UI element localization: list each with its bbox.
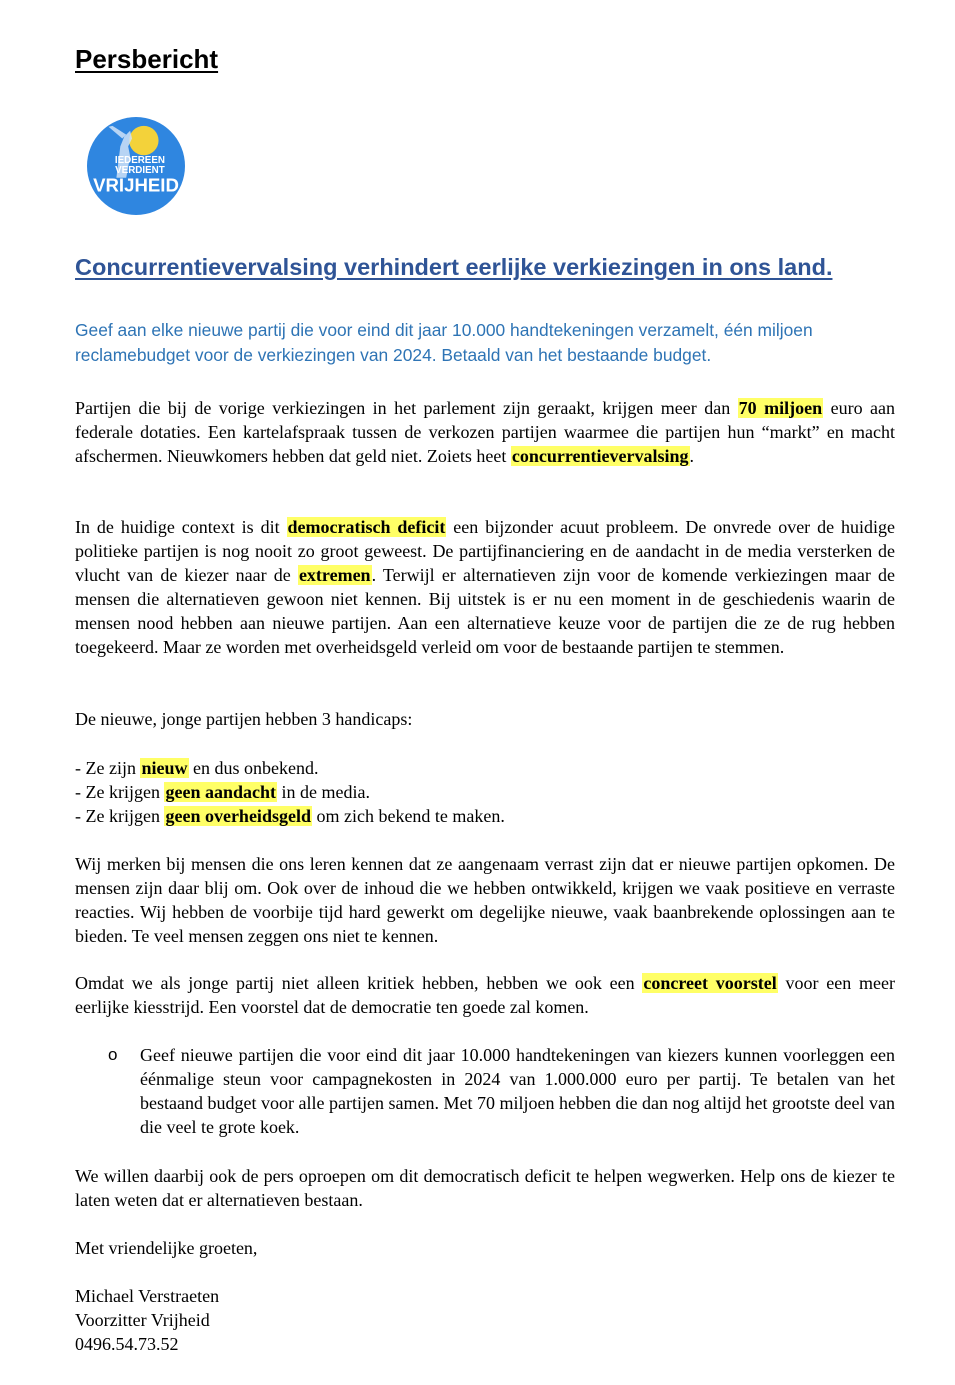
signature-name: Michael Verstraeten	[75, 1286, 220, 1306]
headline: Concurrentievervalsing verhindert eerlijke verkiezingen in ons land.	[75, 254, 833, 280]
highlight-geen-aandacht: geen aandacht	[165, 782, 276, 802]
highlight-70-miljoen: 70 miljoen	[738, 398, 823, 418]
highlight-extremen: extremen	[298, 565, 371, 585]
paragraph-democratic-deficit	[75, 515, 895, 659]
handicap-item-post: in de media.	[276, 782, 370, 802]
closing-greeting: Met vriendelijke groeten,	[75, 1238, 258, 1258]
paragraph-party-funding	[75, 396, 895, 468]
handicap-item-post: om zich bekend te maken.	[311, 806, 505, 826]
p1-text-2: euro aan federale dotaties. Een kartelafspraak tussen de verkozen partijen waarmee die partijen hun “markt” en macht afschermen. Nieuwkomers hebben dat geld niet. Zoiets heet	[75, 398, 896, 466]
paragraph-proposal	[75, 971, 895, 1019]
p5-text-2: voor een meer eerlijke kiesstrijd. Een voorstel dat de democratie ten goede zal komen.	[75, 973, 896, 1017]
logo-text-line2: VERDIENT	[115, 164, 165, 176]
highlight-geen-overheidsgeld: geen overheidsgeld	[165, 806, 311, 826]
handicap-item	[75, 804, 895, 828]
paragraph-handicaps-intro: De nieuwe, jonge partijen hebben 3 handicaps:	[75, 709, 413, 729]
bullet-circle-icon: o	[108, 1045, 118, 1064]
handicap-item	[75, 756, 895, 780]
handicap-item-pre: - Ze krijgen	[75, 806, 165, 826]
handicaps-list	[75, 756, 895, 828]
proposal-bullet-text: Geef nieuwe partijen die voor eind dit jaar 10.000 handtekeningen van kiezers kunnen voorleggen een éénmalige steun voor campagnekosten in 2024 van 1.000.000 euro per partij. Te betalen van het bestaand budget voor alle partijen samen. Met 70 miljoen hebben die dan nog altijd het grootste deel van die veel te grote koek.	[140, 1045, 895, 1137]
handicap-item	[75, 780, 895, 804]
signature-role: Voorzitter Vrijheid	[75, 1310, 210, 1330]
paragraph-press-call: We willen daarbij ook de pers oproepen om dit democratisch deficit te helpen wegwerken. Help ons de kiezer te laten weten dat er alternatieven bestaan.	[75, 1166, 895, 1210]
signature-phone: 0496.54.73.52	[75, 1334, 179, 1354]
p1-text-3: .	[689, 446, 694, 466]
document-title: Persbericht	[75, 44, 219, 74]
highlight-concurrentievervalsing: concurrentievervalsing	[511, 446, 689, 466]
handicap-item-pre: - Ze zijn	[75, 758, 141, 778]
highlight-concreet-voorstel: concreet voorstel	[643, 973, 777, 993]
party-logo	[87, 117, 185, 215]
logo-text-line1: IEDEREEN	[114, 155, 165, 167]
handicap-item-pre: - Ze krijgen	[75, 782, 165, 802]
p2-text-1: In de huidige context is dit	[75, 517, 287, 537]
highlight-nieuw: nieuw	[141, 758, 188, 778]
p2-text-3: . Terwijl er alternatieven zijn voor de komende verkiezingen maar de mensen die alternatieven gewoon niet kennen. Bij uitstek is er nu een moment in de geschiedenis waarin de mensen nood hebben aan nieuwe partijen. Aan een alternatieve keuze voor de partijen die ze de rug hebben toegekeerd. Maar ze worden met overheidsgeld verleid om voor de bestaande partijen te stemmen.	[75, 565, 895, 657]
signature-block	[75, 1284, 895, 1356]
p2-text-2: een bijzonder acuut probleem. De onvrede over de huidige politieke partijen is nog nooit zo groot geweest. De partijfinanciering en de aandacht in de media versterken de vlucht van de kiezer naar de	[75, 517, 895, 585]
logo-text-line3: VRIJHEID	[93, 174, 179, 196]
paragraph-reactions: Wij merken bij mensen die ons leren kennen dat ze aangenaam verrast zijn dat er nieuwe partijen opkomen. De mensen zijn daar blij om. Ook over de inhoud die we hebben ontwikkeld, krijgen we vaak positieve en verraste reacties. Wij hebben de voorbije tijd hard gewerkt om degelijke nieuwe, vaak baanbrekende oplossingen aan te bieden. Te veel mensen zeggen ons niet te kennen.	[75, 854, 895, 946]
subheadline: Geef aan elke nieuwe partij die voor eind dit jaar 10.000 handtekeningen verzamelt, één miljoen reclamebudget voor de verkiezingen van 2024. Betaald van het bestaande budget.	[75, 320, 813, 365]
handicap-item-post: en dus onbekend.	[188, 758, 319, 778]
p1-text-1: Partijen die bij de vorige verkiezingen in het parlement zijn geraakt, krijgen meer dan	[75, 398, 738, 418]
p5-text-1: Omdat we als jonge partij niet alleen kritiek hebben, hebben we ook een	[75, 973, 643, 993]
highlight-democratisch-deficit: democratisch deficit	[287, 517, 446, 537]
